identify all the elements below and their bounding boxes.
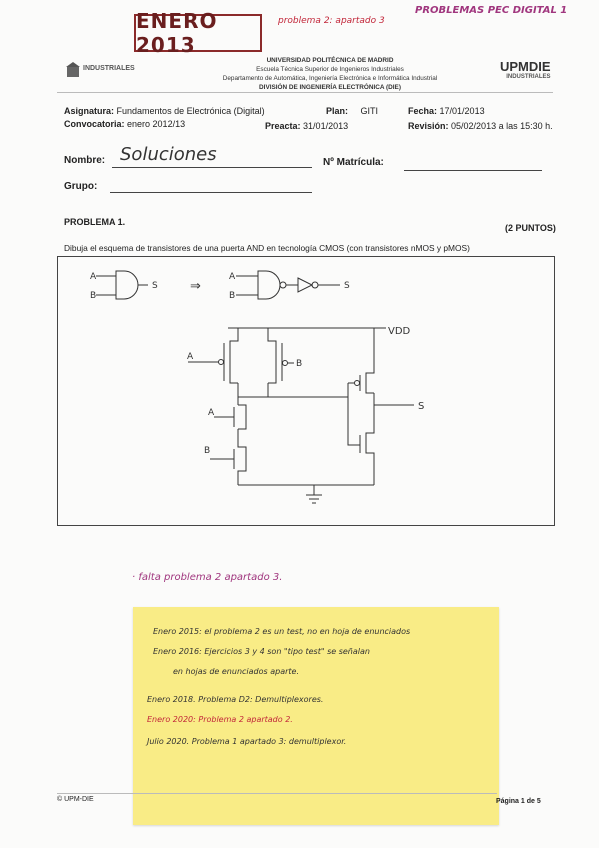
- gate1-output-s: S: [152, 281, 158, 291]
- top-handwritten-note: problema 2: apartado 3: [278, 16, 385, 26]
- inverter-symbol: [298, 278, 312, 292]
- gate1-and-symbol: [116, 271, 138, 299]
- preacta-label: Preacta:: [265, 121, 301, 131]
- division-name: DIVISIÓN DE INGENIERÍA ELECTRÓNICA (DIE): [259, 84, 401, 91]
- cmos-and-diagram: [58, 257, 554, 525]
- nand-bubble: [280, 282, 286, 288]
- gate1-input-b: B: [90, 291, 97, 301]
- convocatoria-label: Convocatoria:: [64, 119, 125, 129]
- nombre-label: Nombre:: [64, 155, 106, 166]
- sticky-note-line: Enero 2018. Problema D2: Demultiplexores.: [147, 695, 324, 704]
- preacta-row: [265, 121, 348, 131]
- nmos-b-channel: [238, 429, 246, 485]
- upmdie-logo: [500, 59, 551, 80]
- sticky-note-line: Julio 2020. Problema 1 apartado 3: demultiplexor.: [147, 737, 347, 746]
- gate2-input-wires: [236, 276, 258, 295]
- problem-statement: Dibuja el esquema de transistores de una puerta AND en tecnología CMOS (con transistores nMOS y pMOS): [64, 243, 470, 253]
- sticky-note-line: en hojas de enunciados aparte.: [173, 667, 299, 676]
- crest-icon: [66, 62, 80, 78]
- gate2-input-b: B: [229, 291, 236, 301]
- nmos-b-label: B: [204, 446, 211, 456]
- pmos-a-channel: [230, 328, 238, 383]
- equivalence-arrow: ⇒: [190, 279, 201, 294]
- grupo-line[interactable]: [110, 192, 312, 193]
- nmos-a-channel: [238, 405, 246, 429]
- industriales-logo: [66, 60, 136, 82]
- revision-label: Revisión:: [408, 121, 449, 131]
- gate1-input-wires: [96, 276, 116, 295]
- fecha-row: [408, 106, 485, 116]
- convocatoria-row: [64, 119, 185, 129]
- vdd-label: VDD: [388, 326, 411, 337]
- matricula-label: Nº Matrícula:: [323, 157, 384, 168]
- preacta-value: 31/01/2013: [303, 121, 349, 131]
- revision-value: 05/02/2013 a las 15:30 h.: [451, 121, 553, 131]
- plan-row: [326, 106, 378, 116]
- plan-label: Plan:: [326, 106, 349, 116]
- university-name: UNIVERSIDAD POLITÉCNICA DE MADRID: [266, 57, 394, 64]
- nombre-value[interactable]: Soluciones: [120, 144, 217, 165]
- asignatura-value: Fundamentos de Electrónica (Digital): [116, 106, 265, 116]
- nand-symbol: [258, 271, 280, 299]
- convocatoria-value: enero 2012/13: [127, 119, 186, 129]
- inv-nmos-channel: [366, 393, 374, 485]
- answer-box: [57, 256, 555, 526]
- grupo-label: Grupo:: [64, 181, 98, 192]
- nmos-a-label: A: [208, 408, 215, 418]
- department-name: Departamento de Automática, Ingeniería Electrónica e Informática Industrial: [222, 75, 438, 82]
- footer-copyright: © UPM-DIE: [57, 796, 94, 803]
- top-right-note: PROBLEMAS PEC DIGITAL 1: [415, 5, 568, 16]
- nombre-line: [112, 167, 312, 168]
- asignatura-label: Asignatura:: [64, 106, 115, 116]
- gate2-input-a: A: [229, 272, 236, 282]
- problem-title: PROBLEMA 1.: [64, 217, 126, 227]
- revision-row: [408, 121, 553, 131]
- date-stamp: ENERO 2013: [134, 14, 262, 52]
- ground-icon: [306, 485, 322, 503]
- header-divider: [57, 92, 553, 93]
- output-s-label: S: [418, 401, 425, 412]
- logo-left-text: INDUSTRIALES: [83, 65, 135, 72]
- inv-pmos-channel: [366, 328, 374, 393]
- pmos-a-label: A: [187, 352, 194, 362]
- fecha-value: 17/01/2013: [439, 106, 485, 116]
- institution-header: [190, 56, 470, 92]
- matricula-line[interactable]: [404, 170, 542, 171]
- asignatura-row: [64, 106, 265, 116]
- footer-page-number: Página 1 de 5: [496, 798, 541, 805]
- logo-right-sub: INDUSTRIALES: [506, 74, 551, 80]
- inv-pmos-bubble: [355, 381, 360, 386]
- pmos-b-channel: [268, 328, 276, 383]
- nand-output-node: [238, 383, 268, 397]
- logo-right-text: UPMDIE: [500, 59, 551, 74]
- problem-points: (2 PUNTOS): [505, 223, 556, 233]
- gate1-input-a: A: [90, 272, 97, 282]
- fecha-label: Fecha:: [408, 106, 438, 116]
- missing-problem-note: · falta problema 2 apartado 3.: [132, 572, 283, 583]
- inv-gate-wire: [348, 383, 360, 445]
- school-name: Escuela Técnica Superior de Ingenieros Industriales: [256, 66, 404, 73]
- footer-divider: [57, 793, 497, 794]
- sticky-note-line: Enero 2015: el problema 2 es un test, no en hoja de enunciados: [153, 627, 411, 636]
- sticky-note-line: Enero 2020: Problema 2 apartado 2.: [147, 715, 293, 724]
- pmos-a-bubble: [219, 360, 224, 365]
- pmos-b-bubble: [283, 361, 288, 366]
- plan-value: GITI: [360, 106, 379, 116]
- pmos-b-label: B: [296, 359, 303, 369]
- sticky-note-line: Enero 2016: Ejercicios 3 y 4 son "tipo test" se señalan: [153, 647, 370, 656]
- gate2-output-s: S: [344, 281, 350, 291]
